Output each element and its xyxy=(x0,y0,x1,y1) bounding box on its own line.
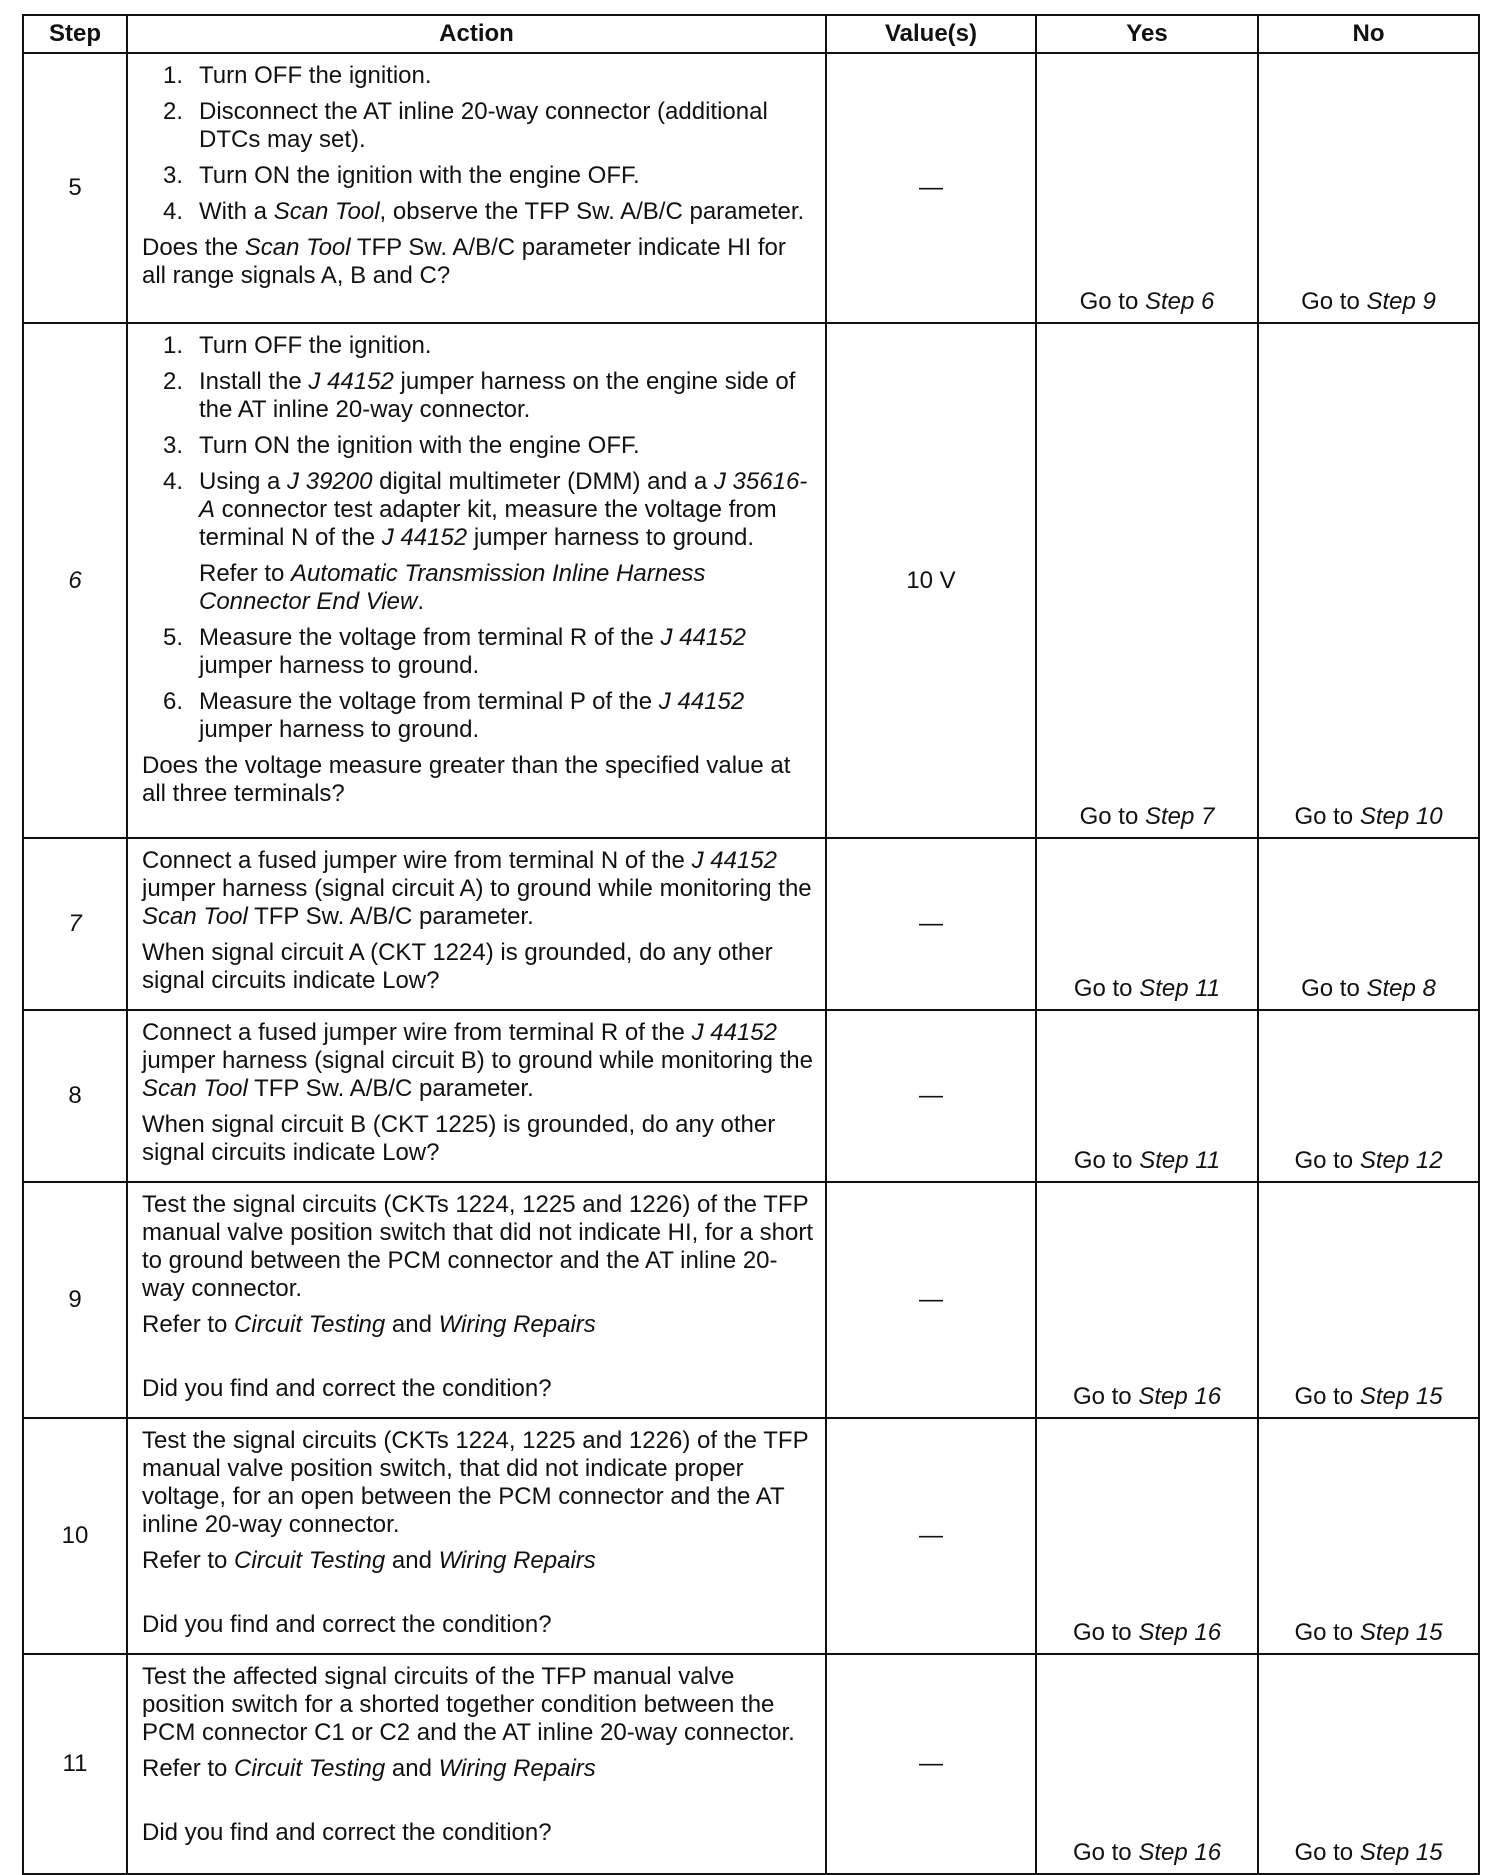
refer-note: Refer to Circuit Testing and Wiring Repairs xyxy=(142,1311,596,1338)
action-cell xyxy=(127,53,826,323)
action-question: When signal circuit A (CKT 1224) is grounded, do any other signal circuits indicate Low? xyxy=(142,939,773,994)
action-text: Test the signal circuits (CKTs 1224, 1225 and 1226) of the TFP manual valve position switch that did not indicate HI, for a short to ground between the PCM connector and the AT inline 20-way connector. xyxy=(142,1191,814,1302)
table-row xyxy=(23,1010,1479,1182)
refer-note: Refer to Circuit Testing and Wiring Repairs xyxy=(142,1547,596,1574)
table-row xyxy=(23,1654,1479,1874)
action-question: Did you find and correct the condition? xyxy=(142,1819,552,1846)
no-cell: Go to Step 12 xyxy=(1258,1010,1479,1182)
action-text: Test the signal circuits (CKTs 1224, 1225 and 1226) of the TFP manual valve position switch, that did not indicate proper voltage, for an open between the PCM connector and the AT inline 20-way connector. xyxy=(142,1427,809,1538)
action-cell xyxy=(127,1654,826,1874)
action-cell xyxy=(127,1418,826,1654)
step-number: 10 xyxy=(23,1418,127,1654)
yes-cell: Go to Step 16 xyxy=(1036,1182,1258,1418)
yes-cell: Go to Step 6 xyxy=(1036,53,1258,323)
action-steps xyxy=(142,332,815,552)
table-row xyxy=(23,53,1479,323)
yes-cell: Go to Step 11 xyxy=(1036,838,1258,1010)
table-row xyxy=(23,323,1479,838)
action-step: 3. Turn ON the ignition with the engine OFF. xyxy=(163,162,640,189)
no-cell: Go to Step 15 xyxy=(1258,1418,1479,1654)
action-cell xyxy=(127,1182,826,1418)
value-cell: — xyxy=(826,838,1036,1010)
step-number: 5 xyxy=(23,53,127,323)
yes-cell: Go to Step 7 xyxy=(1036,323,1258,838)
action-step: 1. Turn OFF the ignition. xyxy=(163,332,432,359)
step-number: 6 xyxy=(23,323,127,838)
action-step: 1. Turn OFF the ignition. xyxy=(163,62,432,89)
action-text: Test the affected signal circuits of the TFP manual valve position switch for a shorted together condition between the PCM connector C1 or C2 and the AT inline 20-way connector. xyxy=(142,1663,795,1746)
value-cell: — xyxy=(826,1654,1036,1874)
action-step: 2. Install the J 44152 jumper harness on the engine side of the AT inline 20-way connector. xyxy=(163,368,796,423)
action-steps-continued xyxy=(142,624,815,744)
no-cell: Go to Step 8 xyxy=(1258,838,1479,1010)
value-cell: 10 V xyxy=(826,323,1036,838)
yes-cell: Go to Step 16 xyxy=(1036,1654,1258,1874)
table-row xyxy=(23,1418,1479,1654)
step-number: 9 xyxy=(23,1182,127,1418)
no-cell: Go to Step 9 xyxy=(1258,53,1479,323)
action-question: Does the Scan Tool TFP Sw. A/B/C parameter indicate HI for all range signals A, B and C? xyxy=(142,234,786,289)
action-step: 4. Using a J 39200 digital multimeter (DMM) and a J 35616-A connector test adapter kit, measure the voltage from terminal N of the J 44152 jumper harness to ground. xyxy=(163,468,808,551)
value-cell: — xyxy=(826,1182,1036,1418)
action-cell xyxy=(127,838,826,1010)
header-action: Action xyxy=(127,15,826,53)
no-cell: Go to Step 10 xyxy=(1258,323,1479,838)
action-cell xyxy=(127,323,826,838)
value-cell: — xyxy=(826,1418,1036,1654)
action-step: 4. With a Scan Tool, observe the TFP Sw. A/B/C parameter. xyxy=(163,198,805,225)
no-cell: Go to Step 15 xyxy=(1258,1654,1479,1874)
action-step: 5. Measure the voltage from terminal R of the J 44152 jumper harness to ground. xyxy=(163,624,746,679)
action-step: 3. Turn ON the ignition with the engine OFF. xyxy=(163,432,640,459)
action-question: When signal circuit B (CKT 1225) is grounded, do any other signal circuits indicate Low? xyxy=(142,1111,776,1166)
header-no: No xyxy=(1258,15,1479,53)
header-value: Value(s) xyxy=(826,15,1036,53)
header-yes: Yes xyxy=(1036,15,1258,53)
action-step: 6. Measure the voltage from terminal P of the J 44152 jumper harness to ground. xyxy=(163,688,745,743)
refer-note: Refer to Circuit Testing and Wiring Repairs xyxy=(142,1755,596,1782)
action-question: Did you find and correct the condition? xyxy=(142,1375,552,1402)
step-number: 7 xyxy=(23,838,127,1010)
action-question: Did you find and correct the condition? xyxy=(142,1611,552,1638)
header-step: Step xyxy=(23,15,127,53)
action-question: Does the voltage measure greater than the specified value at all three terminals? xyxy=(142,752,791,807)
header-row xyxy=(23,15,1479,53)
action-cell xyxy=(127,1010,826,1182)
yes-cell: Go to Step 11 xyxy=(1036,1010,1258,1182)
table-row xyxy=(23,838,1479,1010)
diagnostic-table xyxy=(22,14,1480,1875)
value-cell: — xyxy=(826,1010,1036,1182)
action-step: 2. Disconnect the AT inline 20-way connector (additional DTCs may set). xyxy=(163,98,768,153)
action-steps xyxy=(142,62,815,226)
yes-cell: Go to Step 16 xyxy=(1036,1418,1258,1654)
step-number: 11 xyxy=(23,1654,127,1874)
table-row xyxy=(23,1182,1479,1418)
no-cell: Go to Step 15 xyxy=(1258,1182,1479,1418)
step-number: 8 xyxy=(23,1010,127,1182)
refer-note: Refer to Automatic Transmission Inline Harness Connector End View. xyxy=(199,560,706,615)
action-text: Connect a fused jumper wire from terminal N of the J 44152 jumper harness (signal circuit A) to ground while monitoring the Scan Tool TFP Sw. A/B/C parameter. xyxy=(142,847,812,930)
value-cell: — xyxy=(826,53,1036,323)
action-text: Connect a fused jumper wire from terminal R of the J 44152 jumper harness (signal circuit B) to ground while monitoring the Scan Tool TFP Sw. A/B/C parameter. xyxy=(142,1019,813,1102)
